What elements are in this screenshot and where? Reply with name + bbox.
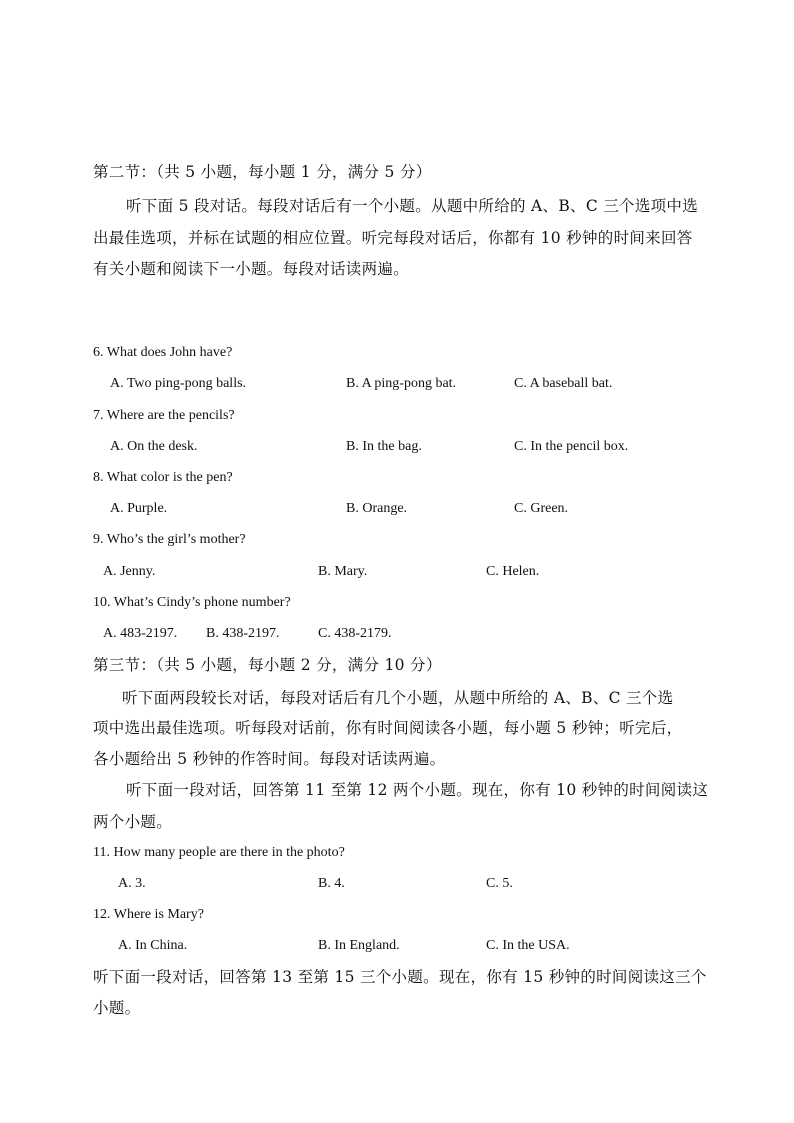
question-7-option-a: A. On the desk. <box>110 439 198 454</box>
question-11-option-b: B. 4. <box>318 876 345 891</box>
question-6: 6. What does John have? <box>93 345 233 360</box>
section2-heading: 第二节：（共 5 小题，每小题 1 分，满分 5 分） <box>93 163 432 181</box>
question-6-option-c: C. A baseball bat. <box>514 376 613 391</box>
question-8-option-a: A. Purple. <box>110 501 168 516</box>
section3-instruction-line: 各小题给出 5 秒钟的作答时间。每段对话读两遍。 <box>93 750 446 768</box>
question-9-option-b: B. Mary. <box>318 564 368 579</box>
question-10-option-a: A. 483-2197. <box>103 626 178 641</box>
question-9: 9. Who’s the girl’s mother? <box>93 532 246 547</box>
question-10-option-c: C. 438-2179. <box>318 626 392 641</box>
question-8: 8. What color is the pen? <box>93 470 233 485</box>
question-7-option-b: B. In the bag. <box>346 439 422 454</box>
question-6-option-b: B. A ping-pong bat. <box>346 376 457 391</box>
section3-instruction-line: 项中选出最佳选项。听每段对话前，你有时间阅读各小题，每小题 5 秒钟；听完后， <box>93 719 683 737</box>
section2-instruction-line: 听下面 5 段对话。每段对话后有一个小题。从题中所给的 A、B、C 三个选项中选 <box>126 197 699 215</box>
question-6-option-a: A. Two ping-pong balls. <box>110 376 247 391</box>
section2-instruction-line: 出最佳选项，并标在试题的相应位置。听完每段对话后，你都有 10 秒钟的时间来回答 <box>93 229 693 247</box>
section3-instruction-line: 听下面两段较长对话，每段对话后有几个小题，从题中所给的 A、B、C 三个选 <box>122 689 674 707</box>
question-7: 7. Where are the pencils? <box>93 408 235 423</box>
question-12-option-b: B. In England. <box>318 938 400 953</box>
question-11: 11. How many people are there in the photo? <box>93 845 345 860</box>
question-11-option-c: C. 5. <box>486 876 513 891</box>
question-10-option-b: B. 438-2197. <box>206 626 280 641</box>
question-9-option-a: A. Jenny. <box>103 564 156 579</box>
question-11-option-a: A. 3. <box>118 876 146 891</box>
dialog1-intro-line: 听下面一段对话，回答第 11 至第 12 两个小题。现在，你有 10 秒钟的时间阅读这 <box>126 781 709 799</box>
section2-instruction-line: 有关小题和阅读下一小题。每段对话读两遍。 <box>93 260 410 278</box>
dialog2-intro-line: 小题。 <box>93 999 141 1017</box>
dialog1-intro-line: 两个小题。 <box>93 813 173 831</box>
dialog2-intro-line: 听下面一段对话，回答第 13 至第 15 三个小题。现在，你有 15 秒钟的时间阅读这三个 <box>93 968 707 986</box>
question-12-option-a: A. In China. <box>118 938 188 953</box>
question-10: 10. What’s Cindy’s phone number? <box>93 595 291 610</box>
question-7-option-c: C. In the pencil box. <box>514 439 629 454</box>
section3-heading: 第三节：（共 5 小题，每小题 2 分，满分 10 分） <box>93 656 442 674</box>
question-8-option-c: C. Green. <box>514 501 569 516</box>
question-12-option-c: C. In the USA. <box>486 938 570 953</box>
question-8-option-b: B. Orange. <box>346 501 408 516</box>
question-12: 12. Where is Mary? <box>93 907 204 922</box>
question-9-option-c: C. Helen. <box>486 564 540 579</box>
